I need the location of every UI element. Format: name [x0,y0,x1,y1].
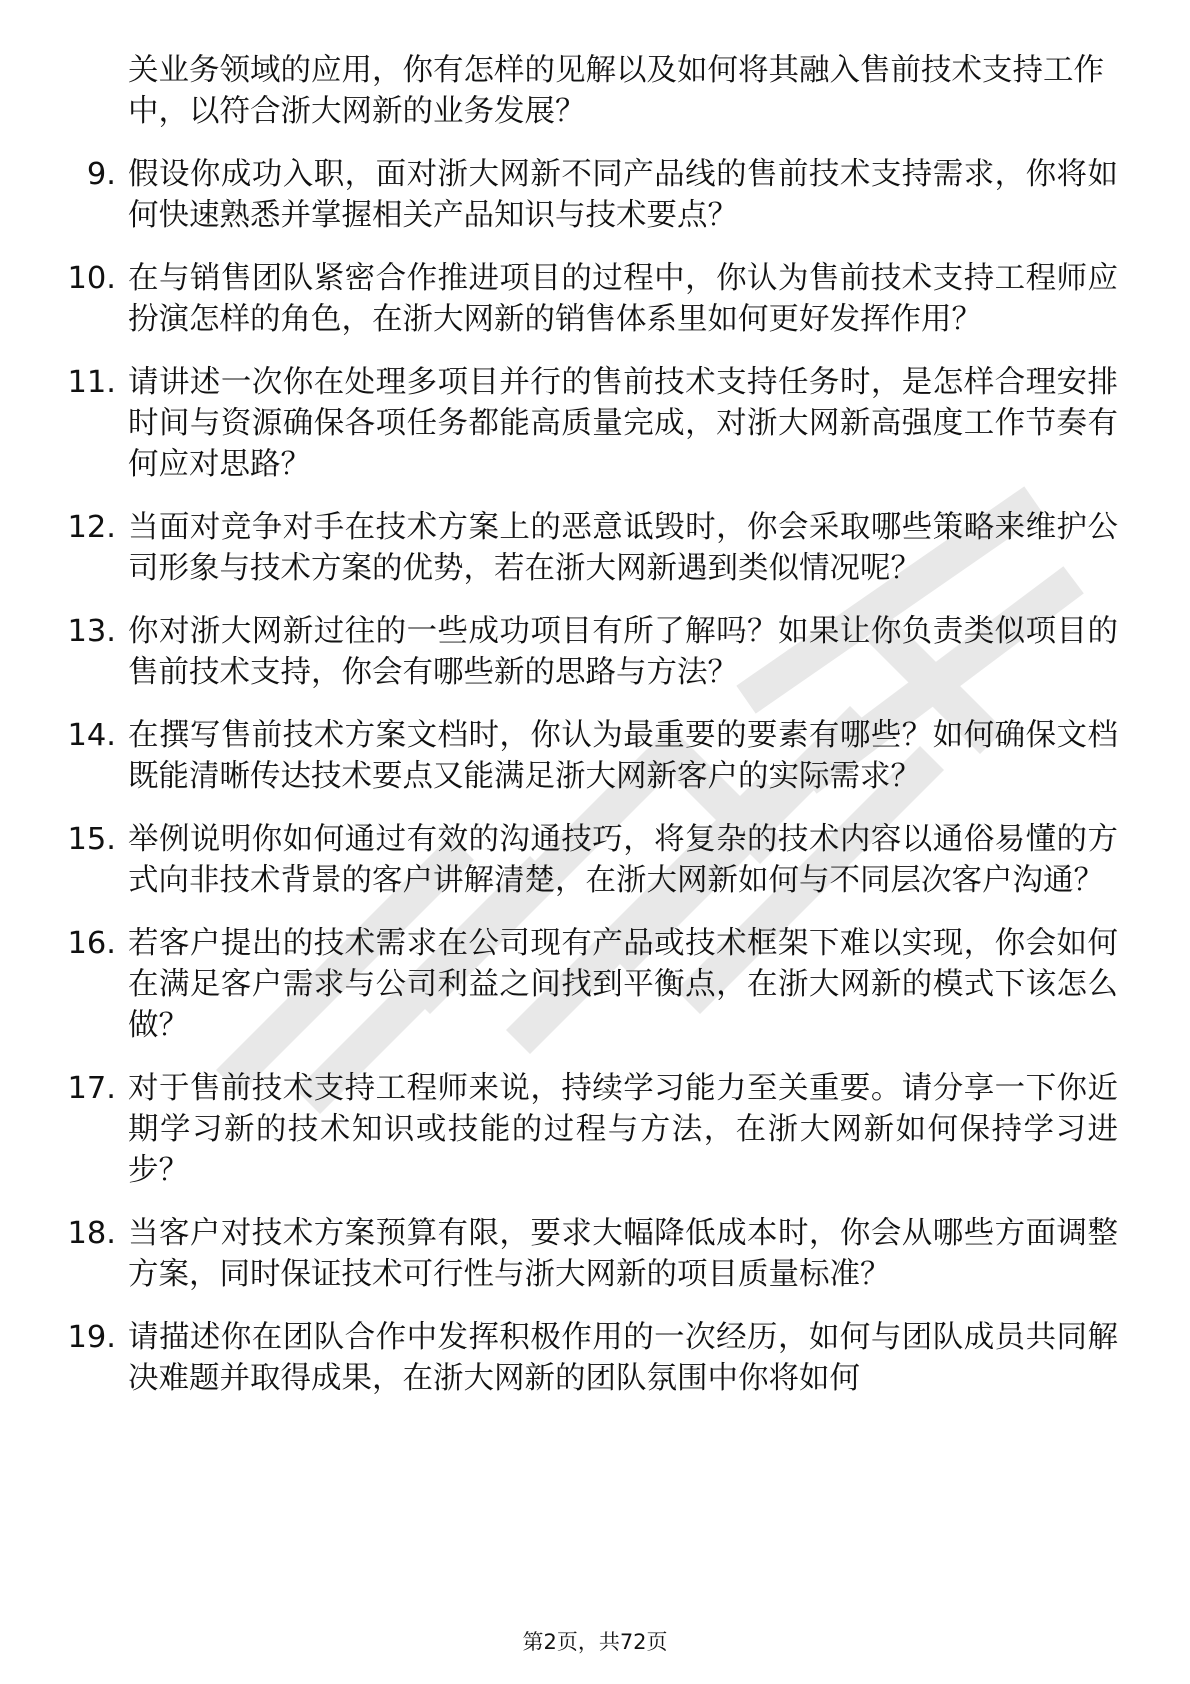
list-item [58,1317,1118,1399]
item-text: 在撰写售前技术方案文档时，你认为最重要的要素有哪些？如何确保文档既能清晰传达技术要点又能满足浙大网新客户的实际需求？ [128,718,1118,794]
item-number: 11. [67,365,116,400]
item-number: 9. [86,157,116,192]
page-footer: 第2页，共72页 [522,1630,668,1654]
list-item [58,154,1118,236]
item-number: 16. [67,926,116,961]
item-text: 若客户提出的技术需求在公司现有产品或技术框架下难以实现，你会如何在满足客户需求与公司利益之间找到平衡点，在浙大网新的模式下该怎么做？ [128,926,1118,1043]
list-item [58,507,1118,589]
list-item [58,819,1118,901]
question-list [58,50,1118,1421]
list-item [58,611,1118,693]
list-item [58,362,1118,485]
item-text: 请讲述一次你在处理多项目并行的售前技术支持任务时，是怎样合理安排时间与资源确保各项任务都能高质量完成，对浙大网新高强度工作节奏有何应对思路？ [128,365,1118,482]
list-item [58,715,1118,797]
item-text: 在与销售团队紧密合作推进项目的过程中，你认为售前技术支持工程师应扮演怎样的角色，在浙大网新的销售体系里如何更好发挥作用？ [128,261,1118,337]
item-text: 请描述你在团队合作中发挥积极作用的一次经历，如何与团队成员共同解决难题并取得成果，在浙大网新的团队氛围中你将如何 [128,1320,1118,1396]
item-number: 15. [67,822,116,857]
item-text: 举例说明你如何通过有效的沟通技巧，将复杂的技术内容以通俗易懂的方式向非技术背景的客户讲解清楚，在浙大网新如何与不同层次客户沟通？ [128,822,1118,898]
list-item [58,1068,1118,1191]
item-number: 18. [67,1216,116,1251]
item-text: 你对浙大网新过往的一些成功项目有所了解吗？如果让你负责类似项目的售前技术支持，你会有哪些新的思路与方法？ [128,614,1118,690]
item-text: 对于售前技术支持工程师来说，持续学习能力至关重要。请分享一下你近期学习新的技术知识或技能的过程与方法，在浙大网新如何保持学习进步？ [128,1071,1118,1188]
item-text: 当面对竞争对手在技术方案上的恶意诋毁时，你会采取哪些策略来维护公司形象与技术方案的优势，若在浙大网新遇到类似情况呢？ [128,510,1118,586]
list-item [58,1213,1118,1295]
item-number: 17. [67,1071,116,1106]
item-number: 19. [67,1320,116,1355]
continuation-paragraph: 关业务领域的应用，你有怎样的见解以及如何将其融入售前技术支持工作中，以符合浙大网新的业务发展？ [128,53,1104,129]
item-number: 10. [67,261,116,296]
list-item [58,923,1118,1046]
item-number: 13. [67,614,116,649]
item-text: 当客户对技术方案预算有限，要求大幅降低成本时，你会从哪些方面调整方案，同时保证技术可行性与浙大网新的项目质量标准？ [128,1216,1118,1292]
list-item [58,258,1118,340]
item-text: 假设你成功入职，面对浙大网新不同产品线的售前技术支持需求，你将如何快速熟悉并掌握相关产品知识与技术要点？ [128,157,1118,233]
item-number: 12. [67,510,116,545]
item-number: 14. [67,718,116,753]
